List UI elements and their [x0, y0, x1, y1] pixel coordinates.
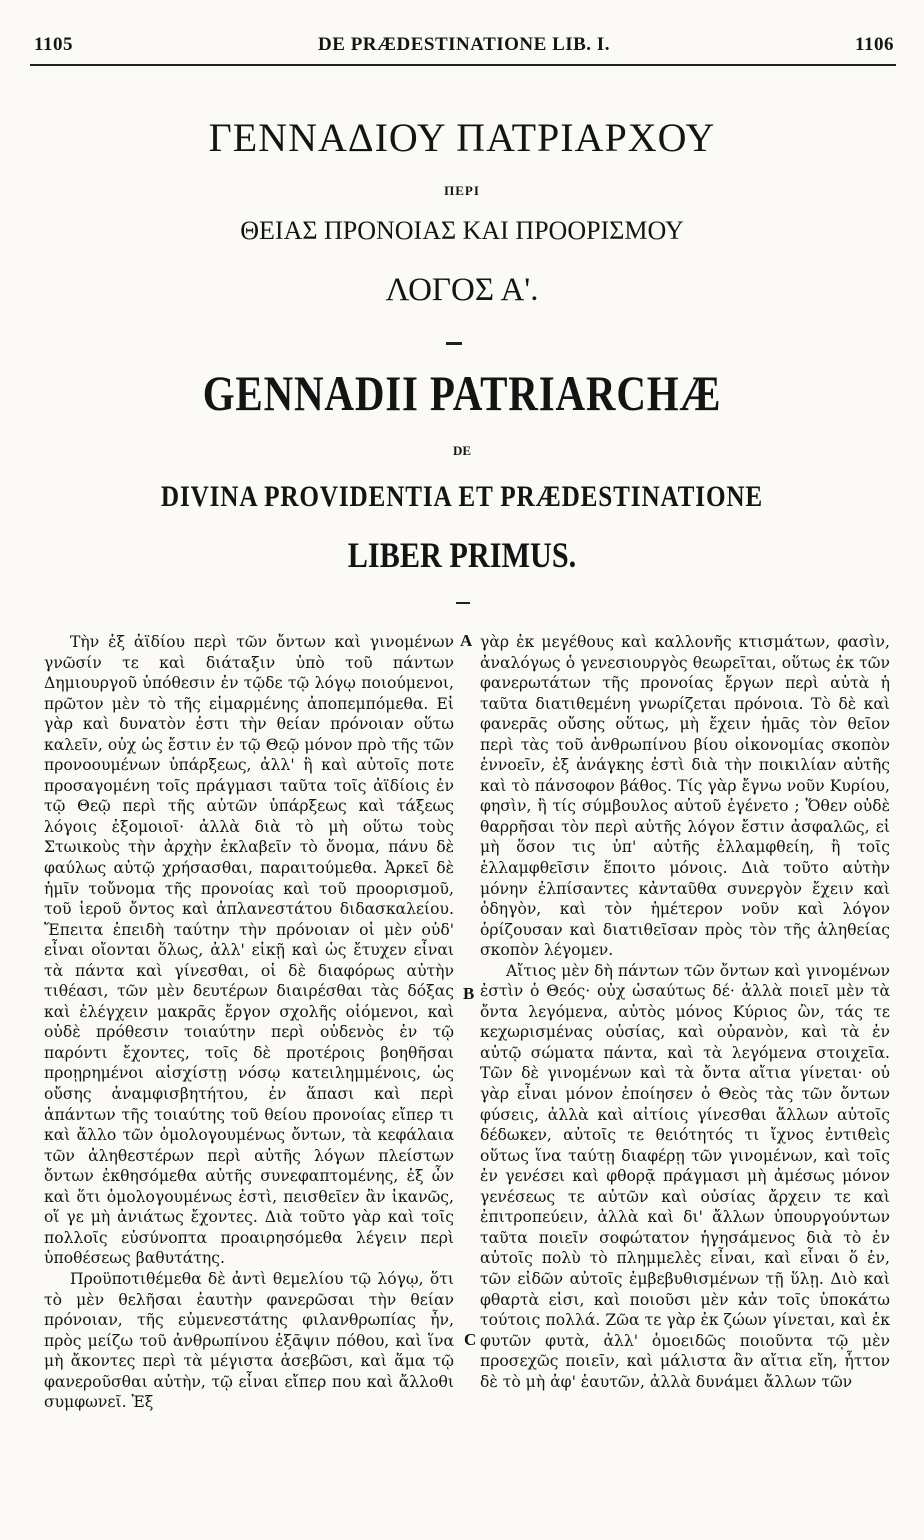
greek-title-author: ΓΕΝΝΑΔΙΟΥ ΠΑΤΡΙΑΡΧΟΥ	[208, 115, 716, 160]
margin-marker-b: B	[463, 984, 475, 1003]
right-paragraph-2: Αἴτιος μὲν δὴ πάντων τῶν ὄντων καὶ γινομένων ἐστὶν ὁ Θεός· οὐχ ὡσαύτως δέ· ἀλλὰ ποιεῖ μὲν τὰ ὄντα λεγόμενα, αὐτὸς μόνος Κύριος ὢν, τάς τε κεχωρισμένας οὐσίας, καὶ οὐρανὸν, καὶ τὰ ἐν αὐτῷ σώματα πάντα, καὶ τὰ λεγόμενα στοιχεῖα. Τῶν δὲ γινομένων καὶ τὰ ὄντα αἴτια γίνεται· οὐ γὰρ εἶναι μόνον ἐποίησεν ὁ Θεὸς τὰς τῶν ὄντων φύσεις, ἀλλὰ καὶ αἰτίοις γίνεσθαι ἄλλων αὐτοῖς δέδωκεν, αὐτοῖς τε θειότητός τι ἴχνος ἐντιθεὶς οὕτως ἵνα ταύτῃ διαφέρῃ τῶν γινομένων, καὶ τοῖς ἐν γενέσει καὶ φθορᾷ πράγμασι μὴ ἀμέσως μόνον γενέσεως τε αὐτῶν καὶ οὐσίας ἄρχειν τε καὶ ἐπιτροπεύειν, ἀλλὰ καὶ δι' ἄλλων ὑπουργούντων ταῦτα ποιεῖν σοφώτατον ἡγησάμενος διὰ τὸ ἐν αὐτοῖς πολὺ τὸ πλημμελὲς εἶναι, καὶ εἶναι ὅ ἐν, τῶν εἰδῶν αὐτοῖς ἐμβεβυθισμένων τῇ ὕλῃ. Διὸ καὶ φθαρτὰ εἰσι, καὶ ποιοῦσι μὲν κἀν τοῖς ὑποκάτω τούτοις πολλά. Ζῶα τε γὰρ ἐκ ζώων γίνεται, καὶ ἐκ φυτῶν φυτὰ, ἀλλ' ὁμοειδῶς ποιοῦντα τῷ μὲν προσεχῶς ποιεῖν, καὶ μάλιστα ἂν αἴτια εἴη, ἧττον δὲ τὸ μὴ ἀφ' ἑαυτῶν, ἀλλὰ δυνάμει ἄλλων τῶν	[480, 961, 890, 1391]
latin-title-author: GENNADII PATRIARCHÆ	[202, 365, 722, 421]
page-number-left: 1105	[34, 34, 73, 55]
latin-title-book: LIBER PRIMUS.	[347, 535, 577, 575]
text-divider	[456, 602, 470, 604]
header-rule	[30, 64, 896, 66]
margin-marker-c: C	[464, 1330, 477, 1349]
greek-title-preposition: ΠΕΡΙ	[444, 183, 480, 198]
greek-title-book: ΛΟΓΟΣ Α'.	[385, 272, 539, 308]
running-title: DE PRÆDESTINATIONE LIB. I.	[318, 34, 610, 55]
latin-title-preposition: DE	[452, 443, 472, 458]
left-paragraph-1: Τὴν ἐξ ἀϊδίου περὶ τῶν ὄντων καὶ γινομένων γνῶσίν τε καὶ διάταξιν ὑπὸ τοῦ πάντων Δημιουργοῦ ὑπόθεσιν ἐν τῷδε τῷ λόγῳ ποιούμενοι, πρῶτον μὲν τὸ τῆς εἱμαρμένης ἀποπεμπόμεθα. Εἰ γὰρ καὶ δυνατὸν ἐστι τὴν θείαν πρόνοιαν οὕτω καλεῖν, οὐχ ὡς ἔστιν ἐν τῷ Θεῷ μόνον πρὸ τῆς τῶν προνοουμένων ὑπάρξεως, ἀλλ' ἢ καὶ αὐτοῖς ποτε προσαγομένη τοῖς πράγμασι ταῦτα τοῖς ἀϊδίοις ἐν τῷ Θεῷ περὶ τῆς αὐτῶν ὑπάρξεως καὶ τάξεως λόγοις ἐξομοιοῖ· ἀλλὰ διὰ τὸ μὴ οὕτω τοὺς Στωικοὺς τὴν ἀρχὴν ἐκλαβεῖν τὸ ὄνομα, πάνυ δὲ φαύλως αὐτῷ χρήσασθαι, παραιτούμεθα. Ἀρκεῖ δὲ ἡμῖν τοὔνομα τῆς προνοίας καὶ τοῦ προορισμοῦ, τοῦ ἱεροῦ ὄντος καὶ ἀπλανεστάτου διδασκαλείου. Ἔπειτα ἐπειδὴ ταύτην τὴν πρόνοιαν οἱ μὲν οὐδ' εἶναι οἴονται ὅλως, ἀλλ' εἰκῇ καὶ ὡς ἔτυχεν εἶναι τὰ πάντα καὶ γίνεσθαι, οἱ δὲ διαφόρως αὐτὴν τιθέασι, τῶν μὲν δευτέρων διαιρέσθαι τὰς δόξας καὶ ἐλέγχειν μακρᾶς ἔργον σχολῆς οἰόμενοι, καὶ οὐδὲ πρόθεσιν τοιαύτην περὶ οὐδενὸς ἐν τῷ παρόντι ἔχοντες, τοῖς δὲ προτέροις βοηθῆσαι προῃρημένοι αἰσχίστῃ νόσῳ κατειλημμένοις, ὡς οὔσης ἀναμφισβητήτου, ἐν ἅπασι καὶ περὶ ἁπάντων τῆς τοιαύτης τοῦ θείου προνοίας εἴπερ τι καὶ ἄλλο τῶν ὁμολογουμένως ὄντων, τὰ κεφάλαια τῶν ἀληθεστέρων περὶ αὐτῆς λόγων πλείστων ὄντων ἐκθησόμεθα αὐτῆς συνεφαπτομένης, ἐξ ὧν καὶ ὅτι ὁμολογουμένως ἐστὶ, πεισθεῖεν ἂν ἱκανῶς, οἵ γε μὴ ἀνιάτως ἔχοντες. Διὰ τοῦτο γὰρ καὶ τοῖς πολλοῖς εὐσύνοπτα προαιρησόμεθα λέγειν περὶ ὑποθέσεως βαθυτάτης.	[44, 633, 454, 1268]
greek-title-subject: ΘΕΙΑΣ ΠΡΟΝΟΙΑΣ ΚΑΙ ΠΡΟΟΡΙΣΜΟΥ	[240, 216, 684, 245]
right-column	[480, 632, 890, 1392]
latin-title-subject: DIVINA PROVIDENTIA ET PRÆDESTINATIONE	[160, 480, 764, 513]
title-divider	[446, 342, 462, 345]
page-number-right: 1106	[855, 34, 894, 55]
running-head	[34, 34, 894, 60]
left-column	[44, 632, 454, 1413]
right-paragraph-1: γὰρ ἐκ μεγέθους καὶ καλλονῆς κτισμάτων, φασὶν, ἀναλόγως ὁ γενεσιουργὸς θεωρεῖται, οὕτως ἐκ τῶν φανερωτάτων τῆς προνοίας ἔργων περὶ αὐτὰ ἡ ταῦτα διατιθεμένη γνωρίζεται πρόνοια. Τὸ δὲ καὶ φανερᾶς οὔσης οὕτως, μὴ ἔχειν ἡμᾶς τὸν θεῖον περὶ τὰς τοῦ ἀνθρωπίνου βίου οἰκονομίας σκοπὸν ἐννοεῖν, ἐξ ἀνάγκης ἐστὶ διὰ τὴν ποικιλίαν αὐτῆς καὶ τὸ πάνσοφον βάθος. Τίς γὰρ ἔγνω νοῦν Κυρίου, φησὶν, ἢ τίς σύμβουλος αὐτοῦ ἐγένετο ; Ὅθεν οὐδὲ θαρρῆσαι τὸν περὶ αὐτῆς λόγον ἔστιν ἀσφαλῶς, εἰ μὴ ὅσον τις ὑπ' αὐτῆς ἐλλαμφθείη, ἢ τοῖς ἐλλαμφθεῖσιν ἕποιτο μόνοις. Διὰ τοῦτο αὐτὴν μόνην ἐλπίσαντες κἀνταῦθα συνεργὸν ἔχειν καὶ ὁδηγὸν, καὶ τὸν ἡμέτερον νοῦν καὶ λόγον ὁρίζουσαν καὶ διατιθεῖσαν πρὸς τὸν τῆς ἀληθείας σκοπὸν λέγομεν.	[480, 633, 890, 960]
margin-marker-a: A	[460, 631, 473, 650]
left-paragraph-2: Προϋποτιθέμεθα δὲ ἀντὶ θεμελίου τῷ λόγῳ, ὅτι τὸ μὲν θελῆσαι ἑαυτὴν φανερῶσαι τὴν θείαν πρόνοιαν, τῆς εὐμενεστάτης φιλανθρωπίας ἦν, πρὸς μείζω τοῦ ἀνθρωπίνου ἐξᾶψιν πόθου, καὶ ἵνα μὴ ἄκοντες περὶ τὰ μέγιστα ἀσεβῶσι, καὶ ἅμα τῷ φανεροῦσθαι αὐτὴν, τῷ εἶναι εἴπερ που καὶ ἄλλοθι συμφωνεῖ. Ἐξ	[44, 1269, 454, 1412]
